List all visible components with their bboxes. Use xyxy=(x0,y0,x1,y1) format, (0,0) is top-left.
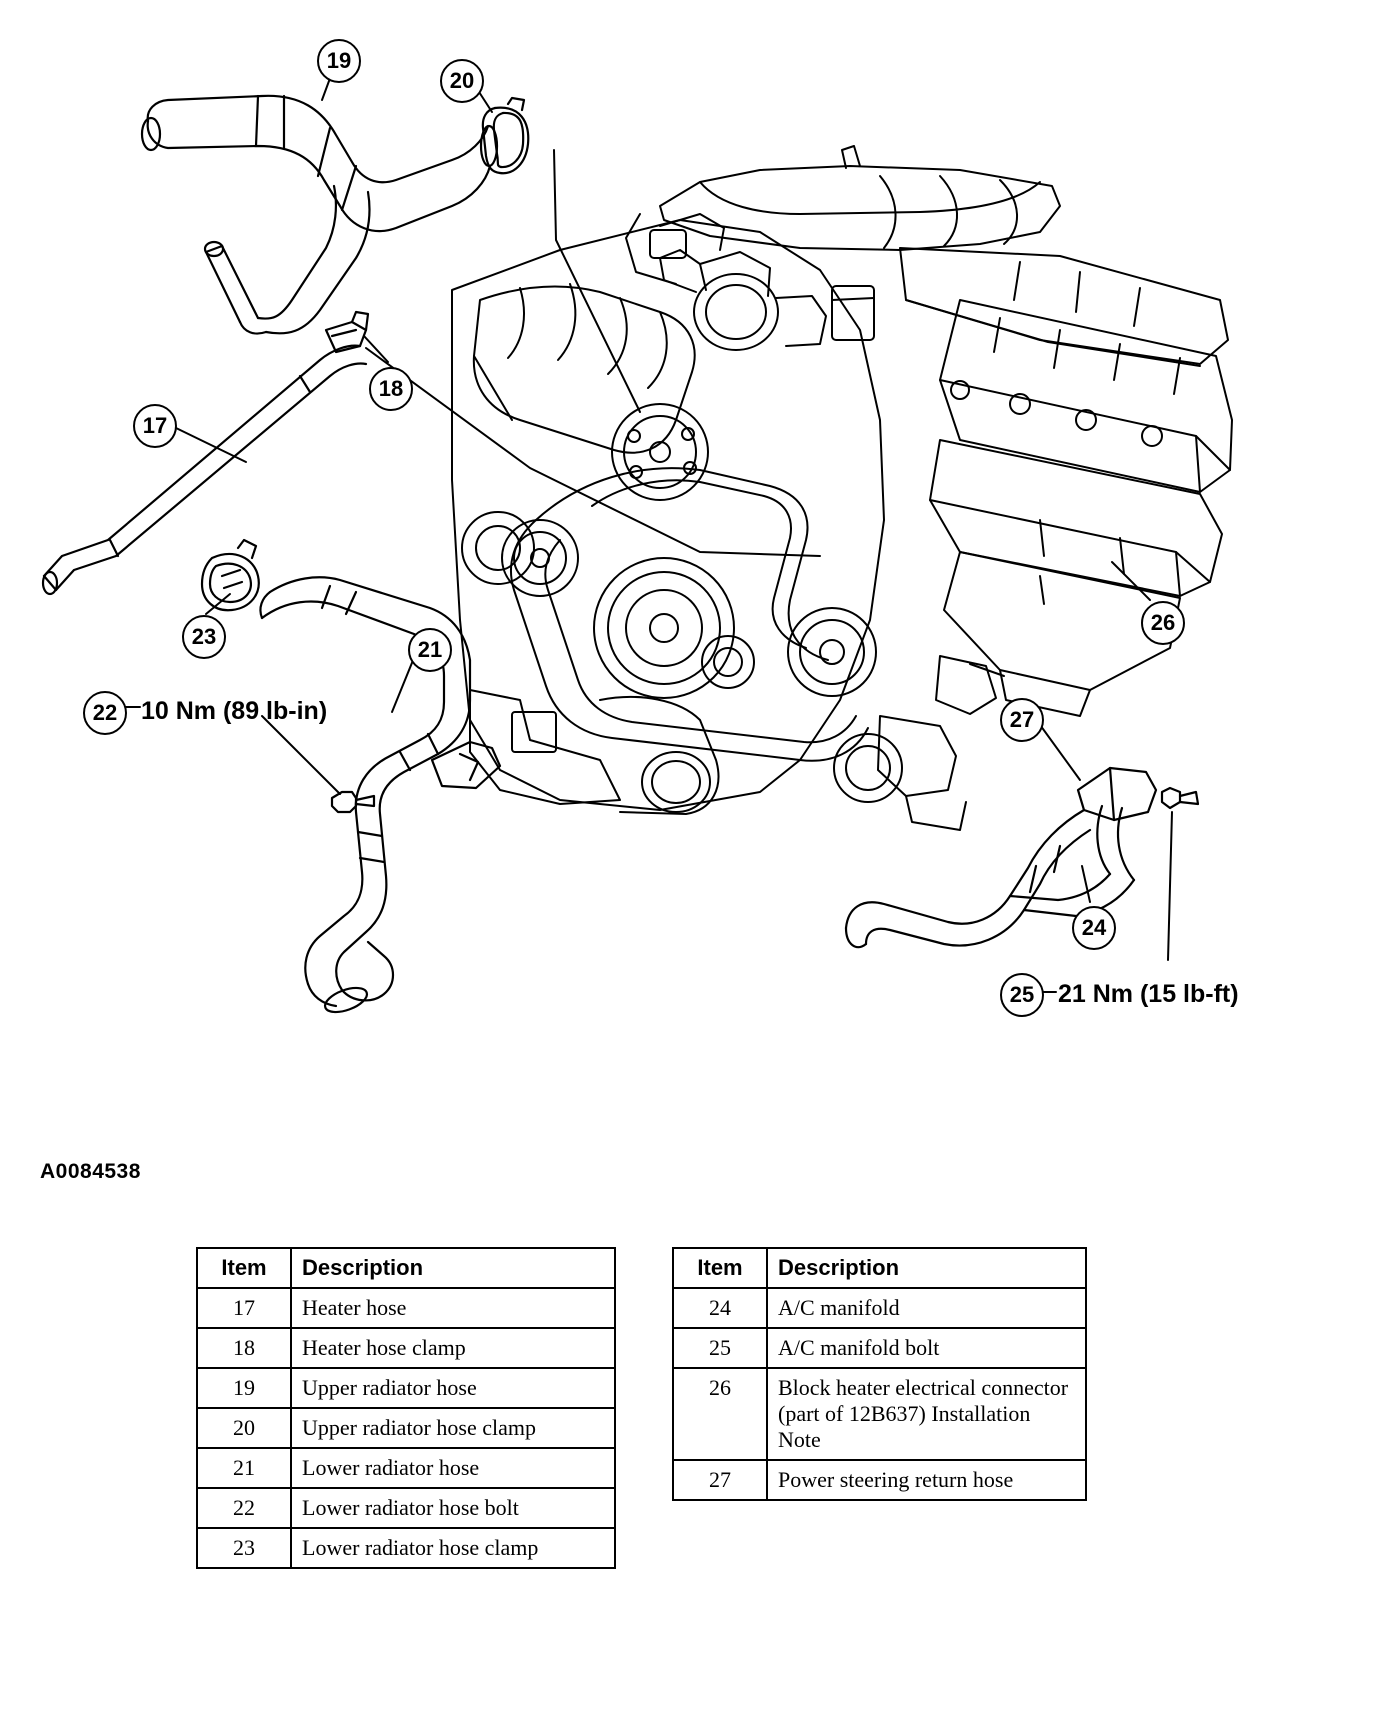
lower-radiator-hose-shape xyxy=(260,577,500,1017)
torque-label-25: 21 Nm (15 lb-ft) xyxy=(1058,980,1239,1008)
row-item: 20 xyxy=(197,1408,291,1448)
row-item: 26 xyxy=(673,1368,767,1460)
table-row xyxy=(197,1328,615,1368)
callout-26: 26 xyxy=(1141,601,1185,645)
row-item: 19 xyxy=(197,1368,291,1408)
row-item: 25 xyxy=(673,1328,767,1368)
table-row xyxy=(197,1488,615,1528)
row-item: 22 xyxy=(197,1488,291,1528)
row-description: Heater hose xyxy=(291,1288,615,1328)
header-item: Item xyxy=(197,1248,291,1288)
table-row xyxy=(197,1448,615,1488)
table-row xyxy=(197,1528,615,1568)
callout-18: 18 xyxy=(369,367,413,411)
callout-25: 25 xyxy=(1000,973,1044,1017)
callout-17: 17 xyxy=(133,404,177,448)
row-item: 23 xyxy=(197,1528,291,1568)
table-row xyxy=(673,1460,1086,1500)
table-header-row xyxy=(197,1248,615,1288)
lower-radiator-hose-bolt-shape xyxy=(332,792,374,812)
parts-table-left xyxy=(196,1247,616,1569)
row-item: 27 xyxy=(673,1460,767,1500)
row-item: 17 xyxy=(197,1288,291,1328)
callout-24: 24 xyxy=(1072,906,1116,950)
callout-19: 19 xyxy=(317,39,361,83)
table-row xyxy=(673,1328,1086,1368)
lower-radiator-hose-clamp-shape xyxy=(202,540,259,610)
row-item: 24 xyxy=(673,1288,767,1328)
row-description: Lower radiator hose clamp xyxy=(291,1528,615,1568)
row-description: Power steering return hose xyxy=(767,1460,1086,1500)
heater-hose-shape xyxy=(43,346,366,594)
row-description: Upper radiator hose xyxy=(291,1368,615,1408)
figure-id-label: A0084538 xyxy=(40,1160,141,1183)
row-description: Upper radiator hose clamp xyxy=(291,1408,615,1448)
table-header-row xyxy=(673,1248,1086,1288)
header-item: Item xyxy=(673,1248,767,1288)
callout-21: 21 xyxy=(408,628,452,672)
row-description: Lower radiator hose xyxy=(291,1448,615,1488)
table-row xyxy=(197,1368,615,1408)
callout-22: 22 xyxy=(83,691,127,735)
row-item: 21 xyxy=(197,1448,291,1488)
table-row xyxy=(673,1368,1086,1460)
callout-27: 27 xyxy=(1000,698,1044,742)
table-row xyxy=(197,1408,615,1448)
row-description: Block heater electrical connector (part of 12B637) Installation Note xyxy=(767,1368,1086,1460)
table-row xyxy=(197,1288,615,1328)
row-description: A/C manifold bolt xyxy=(767,1328,1086,1368)
parts-table-right xyxy=(672,1247,1087,1501)
row-description: Lower radiator hose bolt xyxy=(291,1488,615,1528)
table-row xyxy=(673,1288,1086,1328)
ac-manifold-bolt-shape xyxy=(1162,788,1198,808)
torque-label-22: 10 Nm (89 lb-in) xyxy=(141,697,328,725)
row-description: A/C manifold xyxy=(767,1288,1086,1328)
header-description: Description xyxy=(291,1248,615,1288)
row-description: Heater hose clamp xyxy=(291,1328,615,1368)
row-item: 18 xyxy=(197,1328,291,1368)
upper-radiator-hose-shape xyxy=(142,96,497,334)
callout-23: 23 xyxy=(182,615,226,659)
callout-20: 20 xyxy=(440,59,484,103)
header-description: Description xyxy=(767,1248,1086,1288)
